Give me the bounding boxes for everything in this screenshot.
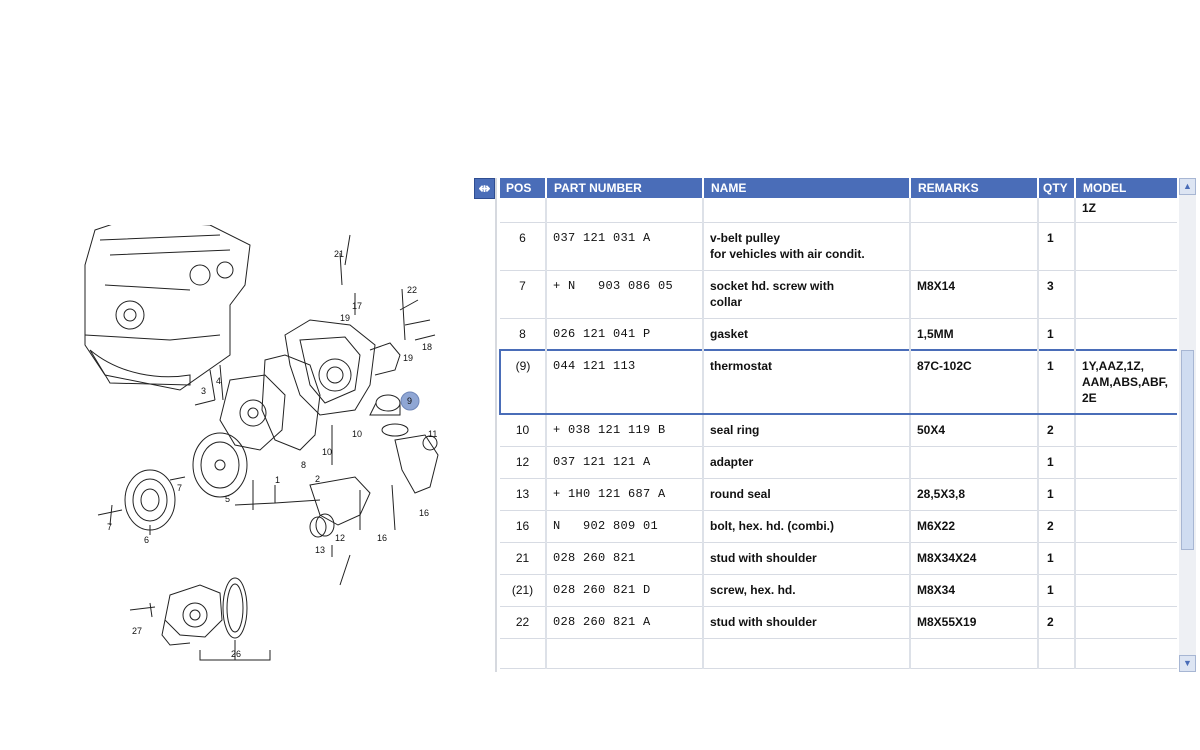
table-row[interactable] (500, 446, 1177, 478)
table-row[interactable] (500, 478, 1177, 510)
table-row[interactable] (500, 318, 1177, 350)
callout-label: 19 (340, 313, 351, 323)
callout-label: 13 (315, 545, 326, 555)
part-number-cell: 026 121 041 P (546, 318, 703, 350)
callout-label: 9 (407, 396, 413, 406)
table-row[interactable] (500, 222, 1177, 270)
remarks-cell: M8X34 (910, 574, 1038, 606)
part-number-cell: 044 121 113 (546, 350, 703, 414)
name-line: stud with shoulder (710, 550, 817, 565)
name-line: stud with shoulder (710, 614, 817, 629)
pos-cell: 6 (500, 222, 546, 270)
pos-cell: 21 (500, 542, 546, 574)
name-cell (703, 318, 910, 350)
model-cell (1075, 270, 1177, 318)
callout-label: 10 (352, 429, 363, 439)
qty-cell: 1 (1038, 318, 1075, 350)
col-header-part-number[interactable]: PART NUMBER (546, 178, 703, 198)
name-cell (703, 414, 910, 446)
table-row[interactable] (500, 638, 1177, 668)
callout-label: 18 (422, 342, 433, 352)
col-header-qty[interactable]: QTY (1038, 178, 1075, 198)
part-number-cell: + 1H0 121 687 A (546, 478, 703, 510)
pos-cell: (9) (500, 350, 546, 414)
qty-cell: 1 (1038, 350, 1075, 414)
model-cell (1075, 222, 1177, 270)
callout-label: 19 (403, 353, 414, 363)
callout-label: 6 (144, 535, 150, 545)
qty-cell (1038, 198, 1075, 222)
callout-label: 26 (231, 649, 242, 659)
pos-cell: 13 (500, 478, 546, 510)
scroll-down-button[interactable] (1179, 655, 1196, 672)
remarks-cell: M8X55X19 (910, 606, 1038, 638)
name-cell (703, 446, 910, 478)
callout-label: 2 (315, 474, 321, 484)
table-row[interactable] (500, 198, 1177, 222)
remarks-cell (910, 198, 1038, 222)
remarks-cell (910, 446, 1038, 478)
name-line: v-belt pulley (710, 230, 781, 245)
callout-label: 5 (225, 494, 231, 504)
col-header-remarks[interactable]: REMARKS (910, 178, 1038, 198)
pos-cell: 16 (500, 510, 546, 542)
engine-exploded-view (70, 225, 470, 670)
remarks-cell: 28,5X3,8 (910, 478, 1038, 510)
callout-label: 21 (334, 249, 345, 259)
name-line: socket hd. screw with (710, 278, 835, 293)
part-number-cell (546, 198, 703, 222)
name-line: gasket (710, 326, 749, 341)
model-cell (1075, 510, 1177, 542)
remarks-cell: 87C-102C (910, 350, 1038, 414)
parts-table (499, 178, 1177, 669)
qty-cell (1038, 638, 1075, 668)
table-row[interactable] (500, 542, 1177, 574)
pos-cell: 8 (500, 318, 546, 350)
model-cell (1075, 574, 1177, 606)
pos-cell: 7 (500, 270, 546, 318)
qty-cell: 2 (1038, 510, 1075, 542)
chevron-up-icon: ▲ (1183, 181, 1192, 191)
scroll-up-button[interactable] (1179, 178, 1196, 195)
callout-label: 3 (201, 386, 207, 396)
callout-label: 16 (419, 508, 430, 518)
pos-cell: 12 (500, 446, 546, 478)
scroll-thumb[interactable] (1181, 350, 1194, 550)
callout-label: 16 (377, 533, 388, 543)
part-number-cell: + 038 121 119 B (546, 414, 703, 446)
model-cell (1075, 638, 1177, 668)
table-row[interactable] (500, 510, 1177, 542)
name-line: round seal (710, 486, 771, 501)
expand-button[interactable] (474, 178, 495, 199)
pos-cell: (21) (500, 574, 546, 606)
qty-cell: 2 (1038, 414, 1075, 446)
callout-label: 8 (301, 460, 307, 470)
name-cell (703, 542, 910, 574)
name-cell (703, 198, 910, 222)
pos-cell (500, 638, 546, 668)
callout-label: 22 (407, 285, 418, 295)
callout-label: 12 (335, 533, 346, 543)
vertical-scrollbar[interactable] (1179, 178, 1196, 672)
callout-label: 7 (107, 522, 113, 532)
pos-cell: 10 (500, 414, 546, 446)
qty-cell: 3 (1038, 270, 1075, 318)
col-header-pos[interactable]: POS (500, 178, 546, 198)
chevron-down-icon: ▼ (1183, 658, 1192, 668)
model-cell: 1Z (1075, 198, 1177, 222)
name-cell (703, 270, 910, 318)
name-cell (703, 574, 910, 606)
model-cell (1075, 414, 1177, 446)
part-number-cell: 037 121 031 A (546, 222, 703, 270)
name-cell (703, 478, 910, 510)
callout-label: 10 (322, 447, 333, 457)
table-row[interactable] (500, 574, 1177, 606)
model-cell (1075, 478, 1177, 510)
name-line-2: for vehicles with air condit. (710, 246, 865, 261)
col-header-name[interactable]: NAME (703, 178, 910, 198)
part-number-cell (546, 638, 703, 668)
name-cell (703, 222, 910, 270)
model-cell (1075, 542, 1177, 574)
model-cell (1075, 446, 1177, 478)
arrow-expand-icon: ⇹ (478, 180, 491, 196)
part-number-cell: 028 260 821 A (546, 606, 703, 638)
table-header-row (500, 178, 1177, 198)
callout-label: 7 (177, 483, 183, 493)
remarks-cell (910, 222, 1038, 270)
table-row[interactable] (500, 350, 1177, 414)
part-number-cell: + N 903 086 05 (546, 270, 703, 318)
panel-divider (495, 178, 497, 672)
remarks-cell: 1,5MM (910, 318, 1038, 350)
callout-label: 27 (132, 626, 143, 636)
remarks-cell: M8X14 (910, 270, 1038, 318)
part-number-cell: N 902 809 01 (546, 510, 703, 542)
model-cell (1075, 318, 1177, 350)
model-cell (1075, 606, 1177, 638)
pos-cell (500, 198, 546, 222)
callout-label: 4 (216, 376, 222, 386)
qty-cell: 1 (1038, 574, 1075, 606)
model-cell: 1Y,AAZ,1Z, AAM,ABS,ABF, 2E (1075, 350, 1177, 414)
remarks-cell: 50X4 (910, 414, 1038, 446)
parts-list-panel (474, 178, 1196, 674)
name-cell (703, 510, 910, 542)
qty-cell: 1 (1038, 542, 1075, 574)
name-line: adapter (710, 454, 754, 469)
name-line-2: collar (710, 294, 743, 309)
name-line: seal ring (710, 423, 760, 437)
part-number-cell: 037 121 121 A (546, 446, 703, 478)
qty-cell: 2 (1038, 606, 1075, 638)
callout-label: 17 (352, 301, 363, 311)
name-cell (703, 638, 910, 668)
table-row[interactable] (500, 606, 1177, 638)
parts-diagram (70, 225, 470, 670)
name-cell (703, 350, 910, 414)
qty-cell: 1 (1038, 446, 1075, 478)
table-row[interactable] (500, 414, 1177, 446)
part-number-cell: 028 260 821 (546, 542, 703, 574)
part-number-cell: 028 260 821 D (546, 574, 703, 606)
table-row[interactable] (500, 270, 1177, 318)
name-line: bolt, hex. hd. (combi.) (710, 518, 834, 533)
callout-label: 11 (428, 429, 438, 439)
pos-cell: 22 (500, 606, 546, 638)
qty-cell: 1 (1038, 222, 1075, 270)
name-line: screw, hex. hd. (710, 582, 796, 597)
remarks-cell: M8X34X24 (910, 542, 1038, 574)
parts-table-wrapper (499, 178, 1177, 672)
remarks-cell: M6X22 (910, 510, 1038, 542)
name-cell (703, 606, 910, 638)
col-header-model[interactable]: MODEL (1075, 178, 1177, 198)
name-line: thermostat (710, 359, 773, 373)
callout-label: 1 (275, 475, 281, 485)
qty-cell: 1 (1038, 478, 1075, 510)
remarks-cell (910, 638, 1038, 668)
